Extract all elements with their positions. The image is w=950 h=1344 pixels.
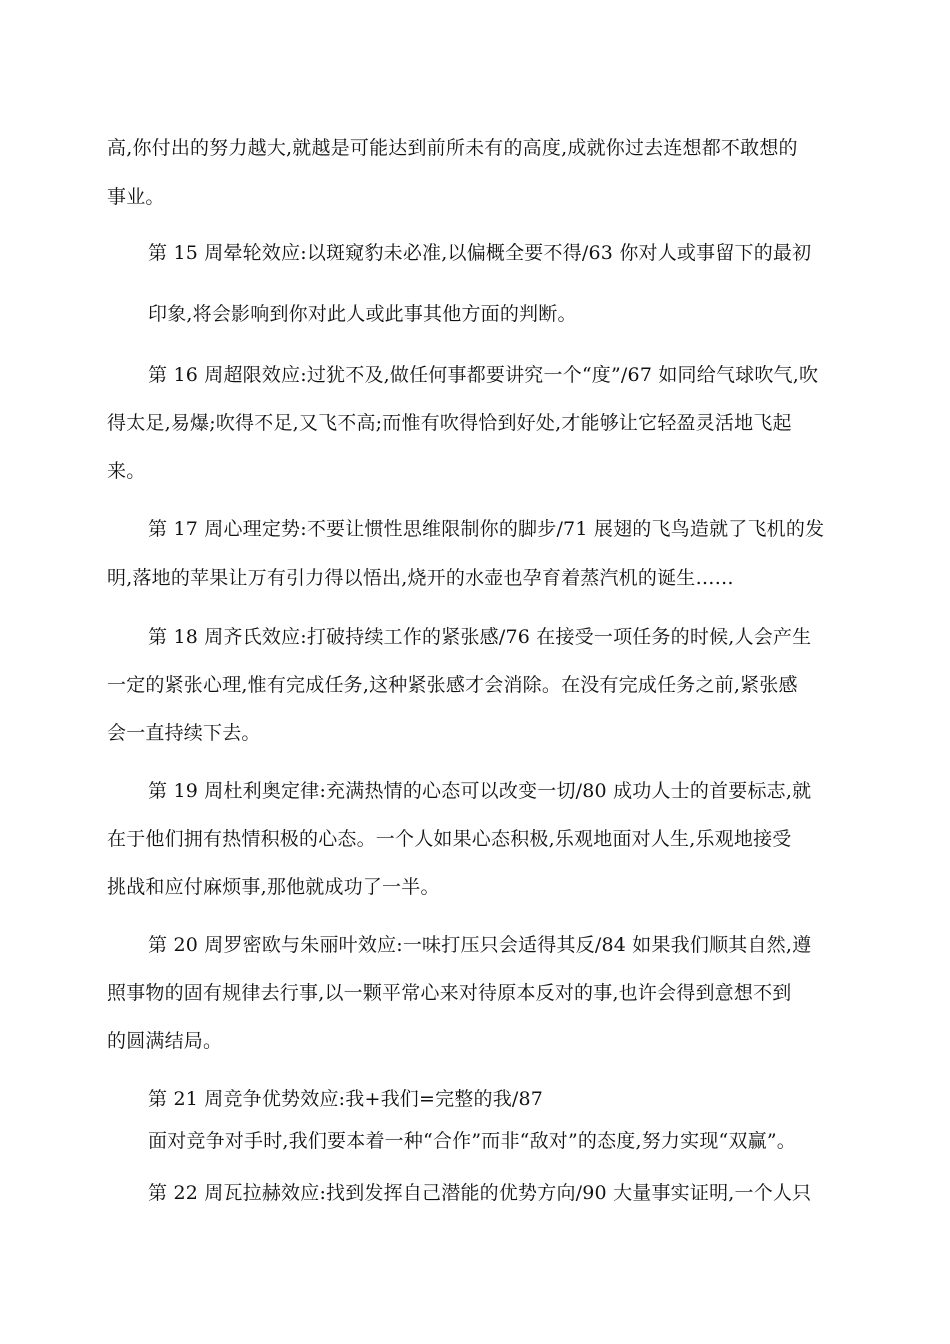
text-line: 会一直持续下去。 [107,722,261,744]
text-line: 第 20 周罗密欧与朱丽叶效应:一味打压只会适得其反/84 如果我们顺其自然,遵 [148,934,812,956]
text-line: 明,落地的苹果让万有引力得以悟出,烧开的水壶也孕育着蒸汽机的诞生…… [107,567,734,589]
text-line: 第 21 周竞争优势效应:我+我们=完整的我/87 [148,1088,544,1110]
text-line: 的圆满结局。 [107,1030,223,1052]
text-line: 第 15 周晕轮效应:以斑窥豹未必准,以偏概全要不得/63 你对人或事留下的最初 [148,242,812,264]
text-line: 第 19 周杜利奥定律:充满热情的心态可以改变一切/80 成功人士的首要标志,就 [148,780,812,802]
text-line: 挑战和应付麻烦事,那他就成功了一半。 [107,876,440,898]
text-line: 面对竞争对手时,我们要本着一种“合作”而非“敌对”的态度,努力实现“双赢”。 [148,1130,796,1152]
text-line: 事业。 [107,186,165,208]
text-line: 高,你付出的努力越大,就越是可能达到前所未有的高度,成就你过去连想都不敢想的 [107,137,798,159]
text-line: 第 16 周超限效应:过犹不及,做任何事都要讲究一个“度”/67 如同给气球吹气,吹 [148,364,819,386]
text-line: 照事物的固有规律去行事,以一颗平常心来对待原本反对的事,也许会得到意想不到 [107,982,792,1004]
text-line: 印象,将会影响到你对此人或此事其他方面的判断。 [148,303,577,325]
text-line: 得太足,易爆;吹得不足,又飞不高;而惟有吹得恰到好处,才能够让它轻盈灵活地飞起 [107,412,792,434]
text-line: 第 22 周瓦拉赫效应:找到发挥自己潜能的优势方向/90 大量事实证明,一个人只 [148,1182,812,1204]
text-line: 在于他们拥有热情积极的心态。一个人如果心态积极,乐观地面对人生,乐观地接受 [107,828,792,850]
text-line: 第 17 周心理定势:不要让惯性思维限制你的脚步/71 展翅的飞鸟造就了飞机的发 [148,518,825,540]
text-line: 来。 [107,460,146,482]
text-line: 第 18 周齐氏效应:打破持续工作的紧张感/76 在接受一项任务的时候,人会产生 [148,626,812,648]
text-line: 一定的紧张心理,惟有完成任务,这种紧张感才会消除。在没有完成任务之前,紧张感 [107,674,798,696]
